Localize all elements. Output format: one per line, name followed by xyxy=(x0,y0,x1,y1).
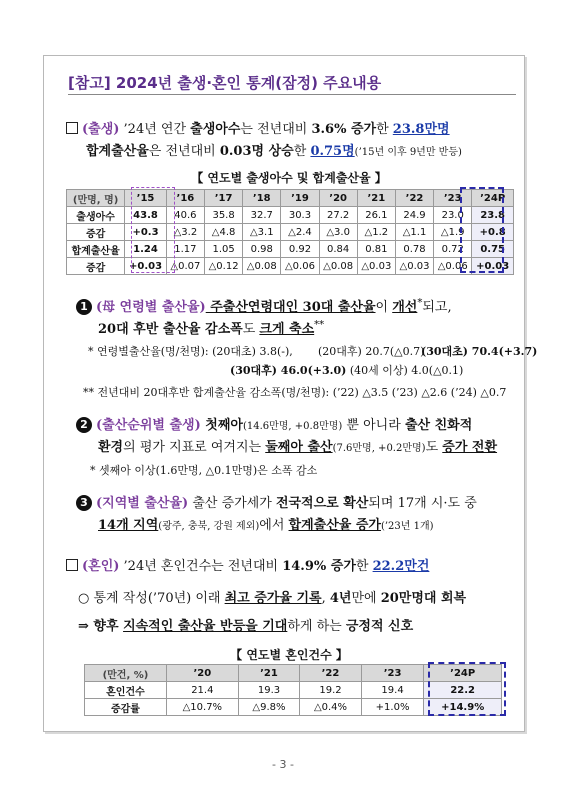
table-cell: 24.9 xyxy=(395,207,433,224)
table-cell: +0.03 xyxy=(125,258,167,275)
page-title: [참고] 2024년 출생·혼인 통계(잠정) 주요내용 xyxy=(68,74,382,92)
table-cell: △0.06 xyxy=(434,258,472,275)
table-cell: △0.06 xyxy=(281,258,319,275)
fertility-rate-value: 0.75명 xyxy=(310,144,355,159)
text-bold: 둘째아 출산 xyxy=(265,440,333,455)
birth-summary-line1 xyxy=(66,118,450,137)
table-cell: △9.8% xyxy=(238,699,300,716)
table-cell: △0.07 xyxy=(166,258,204,275)
text: , xyxy=(321,591,330,606)
point1-note3: ** 전년대비 20대후반 합계출산율 감소폭(명/천명): (’22) △3.5 (’23) △2.6 (’24) △0.7 xyxy=(83,386,507,399)
table-cell: 0.72 xyxy=(434,241,472,258)
text: (30대초) 70.4(+3.7) xyxy=(421,345,538,358)
table-cell: 40.6 xyxy=(166,207,204,224)
text: * 연령별출산율(명/천명): (20대초) 3.8(-), xyxy=(88,345,293,358)
number-icon: 2 xyxy=(76,417,92,433)
table-cell: 21.4 xyxy=(166,682,238,699)
table2-caption: 【 연도별 혼인건수 】 xyxy=(230,648,348,662)
table-cell: 32.7 xyxy=(243,207,281,224)
text: (40세 이상) 4.0(△0.1) xyxy=(349,364,464,377)
text: 에서 xyxy=(259,518,289,533)
table-cell: +0.03 xyxy=(472,258,514,275)
table-cell: 27.2 xyxy=(319,207,357,224)
text: 이 xyxy=(375,300,393,315)
marriage-bullet1 xyxy=(78,587,466,606)
row-header-cell: 증감 xyxy=(67,258,125,275)
table-cell: △0.12 xyxy=(205,258,243,275)
text-bold: 주출산연령대인 30대 출산율 xyxy=(205,300,376,315)
table-cell: +1.0% xyxy=(361,699,424,716)
text-note: (7.6만명, +0.2만명) xyxy=(332,443,426,454)
table-cell: △0.03 xyxy=(395,258,433,275)
header-cell: (만건, %) xyxy=(85,665,167,682)
header-cell: ’20 xyxy=(319,190,357,207)
point2-line2 xyxy=(98,436,497,455)
text: 는 전년대비 xyxy=(240,122,312,137)
text: 은 전년대비 xyxy=(148,144,220,159)
point1-note2 xyxy=(230,362,463,378)
text: ⇒ 향후 xyxy=(78,619,124,634)
point1-tag: (母 연령별 출산율) xyxy=(96,300,206,315)
header-cell: ’24P xyxy=(472,190,514,207)
table-cell: 23.0 xyxy=(434,207,472,224)
table-cell: △10.7% xyxy=(166,699,238,716)
point1-note1c xyxy=(421,343,537,359)
birth-tag: (출생) xyxy=(82,122,120,137)
table-cell: 1.24 xyxy=(125,241,167,258)
title-divider xyxy=(68,94,516,95)
header-cell: ’15 xyxy=(125,190,167,207)
marriage-bullet2 xyxy=(78,615,413,634)
point1-note1b xyxy=(318,343,424,359)
text: 한 xyxy=(355,559,373,574)
row-header-cell: 증감률 xyxy=(85,699,167,716)
table-cell: 19.4 xyxy=(361,682,424,699)
table-cell: 30.3 xyxy=(281,207,319,224)
table-cell: 19.3 xyxy=(238,682,300,699)
footnote-mark: ** xyxy=(314,319,325,331)
text: 하게 하는 xyxy=(287,619,346,634)
text-bold: 3.6% 증가 xyxy=(311,122,377,137)
text: ’24년 혼인건수는 전년대비 xyxy=(119,559,283,574)
text-bold: (30대후) 46.0(+3.0) xyxy=(230,364,347,377)
number-icon: 3 xyxy=(76,495,92,511)
header-cell: ’22 xyxy=(300,665,362,682)
point2-note: * 셋째아 이상(1.6만명, △0.1만명)은 소폭 감소 xyxy=(90,464,318,477)
text-bold: 지속적인 출산율 반등을 기대 xyxy=(123,619,288,634)
table-cell: △0.08 xyxy=(243,258,281,275)
text: 한 xyxy=(376,122,393,137)
footnote-mark: * xyxy=(417,297,423,309)
header-cell: ’16 xyxy=(166,190,204,207)
text: 도 xyxy=(425,440,443,455)
text-bold: 합계출산율 xyxy=(86,144,149,159)
table-cell: 0.81 xyxy=(357,241,395,258)
header-cell: ’21 xyxy=(238,665,300,682)
page-number: - 3 - xyxy=(272,758,294,771)
highlight-2024-column xyxy=(428,662,506,716)
table-cell: 0.75 xyxy=(472,241,514,258)
table-cell: +14.9% xyxy=(424,699,502,716)
point3-line2 xyxy=(98,514,434,533)
text-bold: 출생아수 xyxy=(190,122,241,137)
highlight-2024-column xyxy=(460,187,504,273)
text-bold: 전국적으로 확산 xyxy=(275,496,369,511)
text-note: (’23년 1개) xyxy=(380,521,434,532)
text-note: (’15년 이후 9년만 반등) xyxy=(354,147,462,158)
point2-line1 xyxy=(76,414,472,433)
table1-caption: 【 연도별 출생아수 및 합계출산율 】 xyxy=(191,171,387,185)
table-cell: △0.03 xyxy=(357,258,395,275)
table-cell: △3.1 xyxy=(243,224,281,241)
text: 한 xyxy=(293,144,311,159)
table-cell: 19.2 xyxy=(300,682,362,699)
point3-line1 xyxy=(76,492,477,511)
header-cell: ’19 xyxy=(281,190,319,207)
table-cell: 26.1 xyxy=(357,207,395,224)
text-bold: 출산 친화적 xyxy=(404,418,473,433)
point2-tag: (출산순위별 출생) xyxy=(96,418,201,433)
table-cell: △4.8 xyxy=(205,224,243,241)
header-cell: ’22 xyxy=(395,190,433,207)
text-bold: 합계출산율 증가 xyxy=(288,518,381,533)
table-cell: △3.2 xyxy=(166,224,204,241)
table-cell: 1.05 xyxy=(205,241,243,258)
text: 도 xyxy=(242,322,260,337)
table-cell: 0.84 xyxy=(319,241,357,258)
table-cell: 22.2 xyxy=(424,682,502,699)
row-header-cell: 출생아수 xyxy=(67,207,125,224)
text-bold: 개선 xyxy=(392,300,418,315)
table-cell: △0.08 xyxy=(319,258,357,275)
header-cell: ’23 xyxy=(434,190,472,207)
row-header-cell: 증감 xyxy=(67,224,125,241)
birth-summary-line2 xyxy=(86,140,462,159)
text: 출산 증가세가 xyxy=(188,496,276,511)
table-cell: +0.3 xyxy=(125,224,167,241)
table-cell: △2.4 xyxy=(281,224,319,241)
table-cell: 23.8 xyxy=(472,207,514,224)
marriage-tag: (혼인) xyxy=(82,559,120,574)
table-cell: △1.1 xyxy=(395,224,433,241)
text: 뿐 아니라 xyxy=(342,418,405,433)
text: 되고, xyxy=(422,300,452,315)
text-bold: 4년 xyxy=(329,591,352,606)
text: ○ 통계 작성(’70년) 이래 xyxy=(78,591,225,606)
text-bold: 14개 지역 xyxy=(98,518,159,533)
header-cell: ’24P xyxy=(424,665,502,682)
text-bold: 20대 후반 출산율 감소폭 xyxy=(98,322,243,337)
text-bold: 최고 증가율 기록 xyxy=(224,591,322,606)
text: ’24년 연간 xyxy=(119,122,191,137)
marriage-summary xyxy=(66,555,429,574)
header-cell: ’23 xyxy=(361,665,424,682)
row-header-cell: 합계출산율 xyxy=(67,241,125,258)
point1-line1 xyxy=(76,296,452,315)
text-bold: 0.03명 상승 xyxy=(219,144,294,159)
table-cell: 0.98 xyxy=(243,241,281,258)
table-cell: 43.8 xyxy=(125,207,167,224)
marriage-count-value: 22.2만건 xyxy=(372,559,430,574)
checkbox-icon xyxy=(66,559,78,571)
point1-line2 xyxy=(98,318,324,337)
text: 만에 xyxy=(351,591,381,606)
table-cell: △0.4% xyxy=(300,699,362,716)
text-note: (광주, 충북, 강원 제외) xyxy=(158,521,260,532)
text: 의 평가 지표로 여겨지는 xyxy=(123,440,266,455)
table-cell: 0.92 xyxy=(281,241,319,258)
text-bold: 크게 축소 xyxy=(259,322,315,337)
text: 되며 17개 시·도 중 xyxy=(368,496,477,511)
text-bold: 환경 xyxy=(98,440,124,455)
table-cell: △1.9 xyxy=(434,224,472,241)
birth-count-value: 23.8만명 xyxy=(392,122,450,137)
row-header-cell: 혼인건수 xyxy=(85,682,167,699)
header-cell: (만명, 명) xyxy=(67,190,125,207)
table-cell: △1.2 xyxy=(357,224,395,241)
text-bold: 증가 전환 xyxy=(442,440,498,455)
text-bold: 첫째아 xyxy=(200,418,243,433)
header-cell: ’17 xyxy=(205,190,243,207)
point1-note1 xyxy=(88,343,293,359)
text: (20대후) 20.7(△0.7) xyxy=(318,345,425,358)
header-cell: ’18 xyxy=(243,190,281,207)
checkbox-icon xyxy=(66,122,78,134)
highlight-2015-column xyxy=(131,187,175,273)
text-bold: 14.9% 증가 xyxy=(282,559,356,574)
table-cell: 35.8 xyxy=(205,207,243,224)
table-cell: △3.0 xyxy=(319,224,357,241)
text-bold: 긍정적 신호 xyxy=(345,619,414,634)
table-cell: 1.17 xyxy=(166,241,204,258)
header-cell: ’21 xyxy=(357,190,395,207)
number-icon: 1 xyxy=(76,299,92,315)
text-bold: 20만명대 회복 xyxy=(380,591,467,606)
point3-tag: (지역별 출산율) xyxy=(96,496,189,511)
table-cell: 0.78 xyxy=(395,241,433,258)
header-cell: ’20 xyxy=(166,665,238,682)
text-note: (14.6만명, +0.8만명) xyxy=(242,421,343,432)
table-cell: +0.8 xyxy=(472,224,514,241)
